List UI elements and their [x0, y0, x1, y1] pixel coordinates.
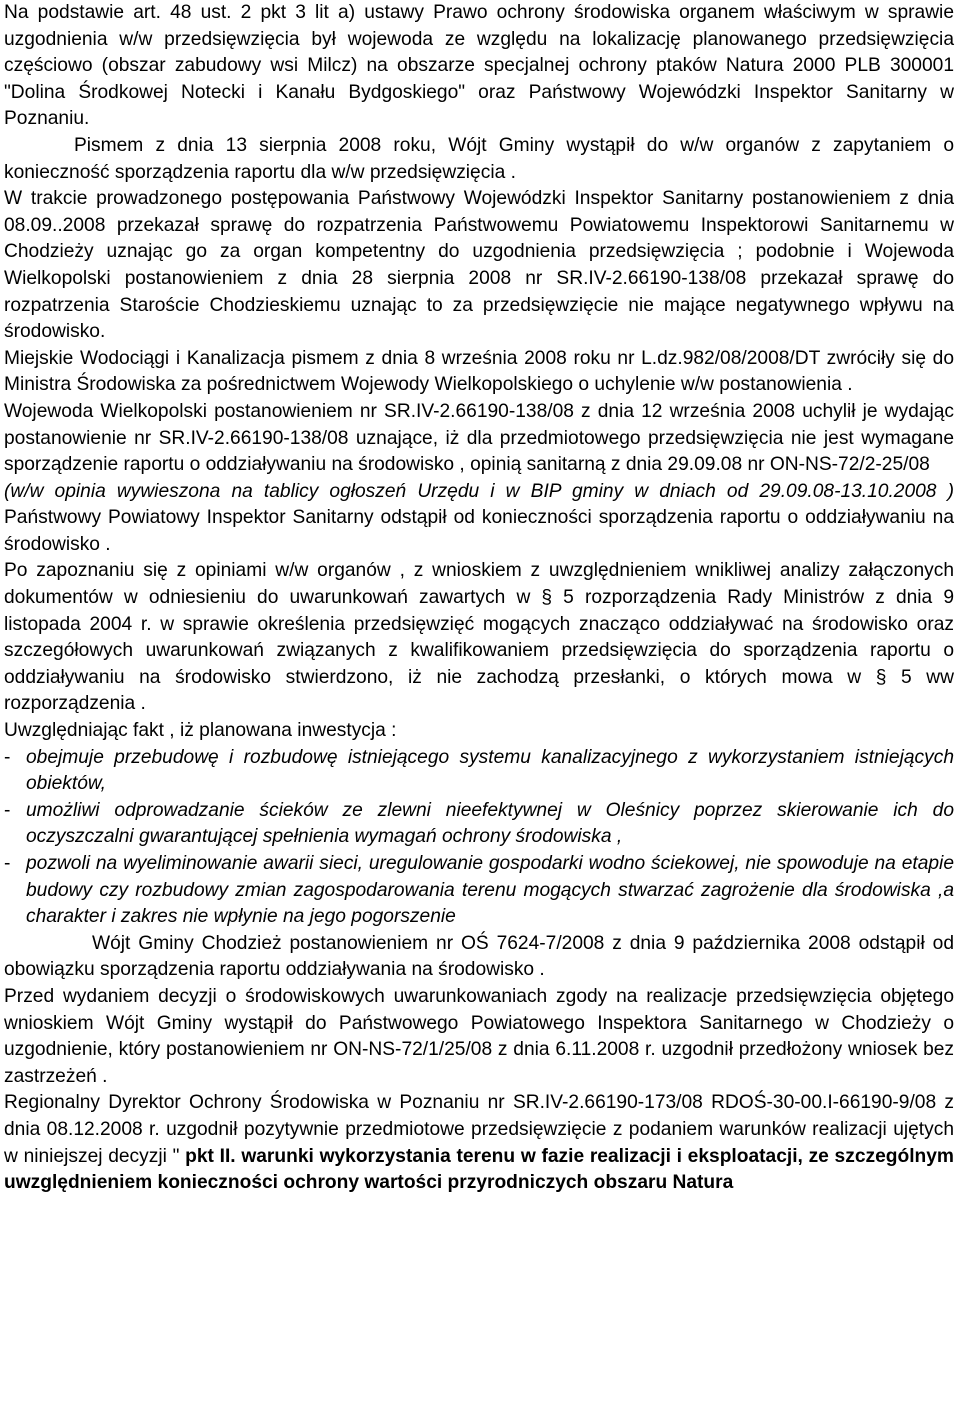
paragraph-legal-basis: Na podstawie art. 48 ust. 2 pkt 3 lit a) ustawy Prawo ochrony środowiska organem właściwym w sprawie uzgodnienia w/w przedsięwzięcia był wojewoda ze względu na lokalizację planowanego przedsięwzięcia częściowo (obszar zabudowy wsi Milcz) na obszarze specjalnej ochrony ptaków Natura 2000 PLB 300001 "Dolina Środkowej Notecki i Kanału Bydgoskiego" oraz Państwowy Wojewódzki Inspektor Sanitarny w Poznaniu. — [4, 2, 954, 130]
list-item-text: umożliwi odprowadzanie ścieków ze zlewni nieefektywnej w Oleśnicy poprzez skierowanie ich do oczyszczalni gwarantującej spełnienia wymagań ochrony środowiska , — [26, 799, 954, 848]
list-dash: - — [4, 853, 11, 874]
paragraph-voivode-decision: Wojewoda Wielkopolski postanowieniem nr SR.IV-2.66190-138/08 z dnia 12 września 2008 uchylił je wydając postanowienie nr SR.IV-2.66190-138/08 uznające, iż dla przedmiotowego przedsięwzięcia nie jest wymagane sporządzenie raportu o oddziaływaniu na środowisko , opinią sanitarną z dnia 29.09.08 nr ON-NS-72/2-25/08 — [4, 400, 954, 476]
opinion-notice-rest: Państwowy Powiatowy Inspektor Sanitarny odstąpił od konieczności sporządzenia raportu o oddziaływaniu na środowisko . — [4, 507, 954, 555]
list-item-text: obejmuje przebudowę i rozbudowę istniejącego systemu kanalizacyjnego z wykorzystaniem istniejących obiektów, — [26, 746, 954, 795]
rdos-bold-text: pkt II. warunki wykorzystania terenu w fazie realizacji i eksploatacji, ze szczególnym uwzględnieniem konieczności ochrony wartości przyrodniczych obszaru Natura — [4, 1145, 954, 1194]
paragraph-waterworks-appeal: Miejskie Wodociągi i Kanalizacja pismem z dnia 8 września 2008 roku nr L.dz.982/08/2008/DT zwróciły się do Ministra Środowiska za pośrednictwem Wojewody Wielkopolskiego o uchylenie w/w postanowienia . — [4, 347, 954, 396]
list-item-text: pozwoli na wyeliminowanie awarii sieci, uregulowanie gospodarki wodno ściekowej, nie spowoduje na etapie budowy czy rozbudowy zmian zagospodarowania terenu mogących stwarzać zagrożenie dla środowiska ,a charakter i zakres nie wpłynie na jego pogorszenie — [26, 853, 954, 928]
paragraph-analysis: Po zapoznaniu się z opiniami w/w organów , z wnioskiem z uwzględnieniem wnikliwej analizy załączonych dokumentów w odniesieniu do uwarunkowań zawartych w § 5 rozporządzenia Rady Ministrów z dnia 9 listopada 2004 r. w sprawie określenia przedsięwzięć mogących znacząco oddziaływać na środowisko oraz szczegółowych uwarunkowań związanych z kwalifikowaniem przedsięwzięcia do sporządzenia raportu o oddziaływaniu na środowisko stwierdzono, iż nie zachodzą przesłanki, o których mowa w § 5 ww rozporządzenia . — [4, 560, 954, 715]
paragraph-considering: Uwzględniając fakt , iż planowana inwestycja : — [4, 720, 397, 742]
paragraph-sanitary-agreement: Przed wydaniem decyzji o środowiskowych uwarunkowaniach zgody na realizacje przedsięwzięcia objętego wnioskiem Wójt Gminy wystąpił do Państwowego Powiatowego Inspektora Sanitarnego w Chodzieży o uzgodnienie, który postanowieniem nr ON-NS-72/1/25/08 z dnia 6.11.2008 r. uzgodnił przedłożony wniosek bez zastrzeżeń . — [4, 985, 954, 1087]
paragraph-opinion-notice — [4, 479, 954, 559]
paragraph-rdos-agreement — [4, 1090, 954, 1196]
list-item — [4, 798, 954, 851]
opinion-notice-italic: (w/w opinia wywieszona na tablicy ogłoszeń Urzędu i w BIP gminy w dniach od 29.09.08-13.10.2008 ) — [4, 480, 954, 502]
list-item — [4, 851, 954, 931]
paragraph-wojt-decision: Wójt Gminy Chodzież postanowieniem nr OŚ 7624-7/2008 z dnia 9 października 2008 odstąpił od obowiązku sporządzenia raportu oddziaływania na środowisko . — [4, 932, 954, 981]
list-item — [4, 745, 954, 798]
paragraph-proceedings: W trakcie prowadzonego postępowania Państwowy Wojewódzki Inspektor Sanitarny postanowieniem z dnia 08.09..2008 przekazał sprawę do rozpatrzenia Państwowemu Powiatowemu Inspektorowi Sanitarnemu w Chodzieży uznając go za organ kompetentny do uzgodnienia przedsięwzięcia ; podobnie i Wojewoda Wielkopolski postanowieniem z dnia 28 sierpnia 2008 nr SR.IV-2.66190-138/08 przekazał sprawę do rozpatrzenia Staroście Chodzieskiemu uznając to za przedsięwzięcie nie mające negatywnego wpływu na środowisko. — [4, 188, 954, 343]
list-dash: - — [4, 799, 11, 821]
list-dash: - — [4, 746, 11, 768]
rdos-text: Regionalny Dyrektor Ochrony Środowiska w Poznaniu nr SR.IV-2.66190-173/08 RDOŚ-30-00.I-66190-9/08 z dnia 08.12.2008 r. uzgodnił pozytywnie przedmiotowe przedsięwzięcie z podaniem warunków realizacji ujętych w niniejszej decyzji " — [4, 1092, 954, 1167]
paragraph-inquiry-letter: Pismem z dnia 13 sierpnia 2008 roku, Wójt Gminy wystąpił do w/w organów z zapytaniem o konieczność sporządzenia raportu dla w/w przedsięwzięcia . — [4, 134, 954, 183]
